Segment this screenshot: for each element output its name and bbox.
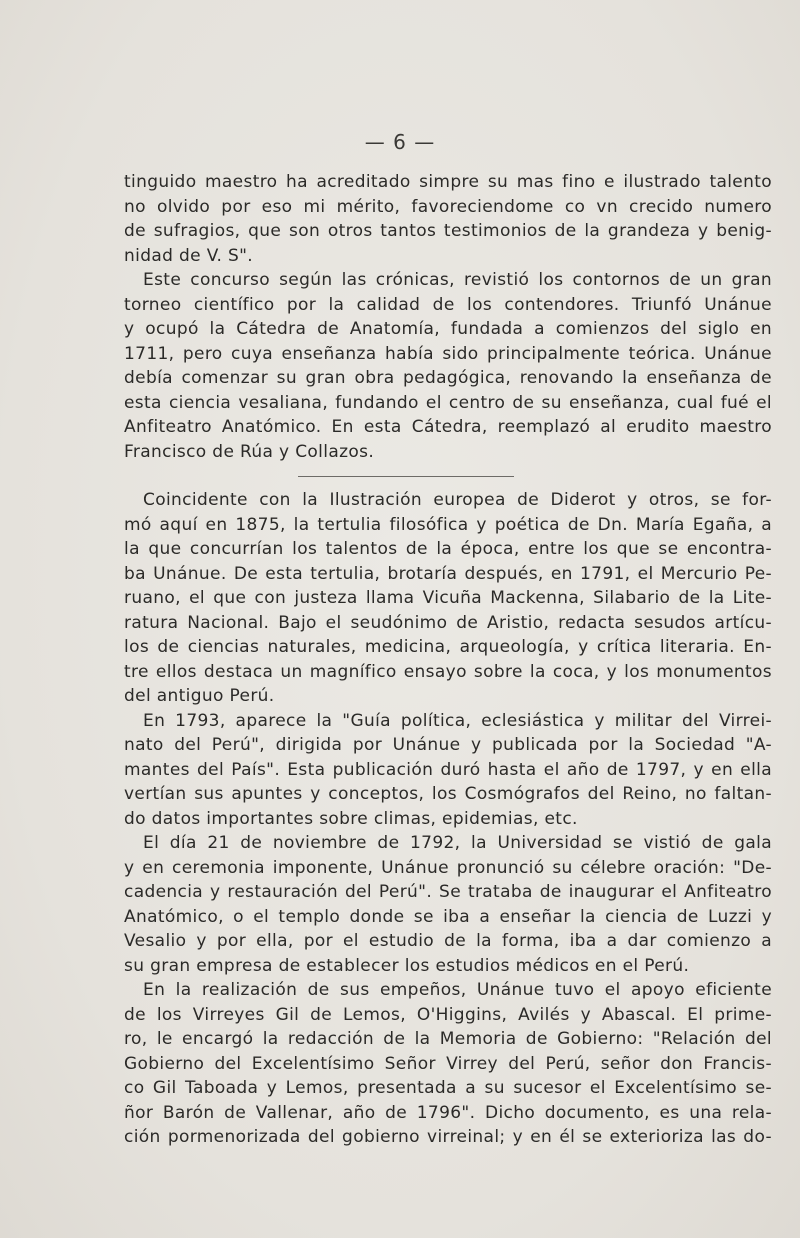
paragraph-continuation (124, 170, 772, 268)
text-line: En 1793, aparece la "Guía política, eclesiástica y militar del Virrei- (143, 710, 772, 731)
text-line: no olvido por eso mi mérito, favoreciendome co vn crecido numero (124, 196, 772, 217)
text-line: ba Unánue. De esta tertulia, brotaría después, en 1791, el Mercurio Pe- (124, 563, 772, 584)
paragraph-virreyes (124, 978, 772, 1150)
text-line: cadencia y restauración del Perú". Se trataba de inaugurar el Anfiteatro (124, 882, 772, 902)
text-line: co Gil Taboada y Lemos, presentada a su sucesor el Excelentísimo se- (124, 1078, 772, 1098)
paragraph-tertulia (124, 488, 772, 709)
section-separator (124, 464, 772, 488)
text-line: Coincidente con la Ilustración europea de Diderot y otros, se for- (143, 490, 772, 510)
text-line: tinguido maestro ha acreditado simpre su mas fino e ilustrado talento (124, 172, 772, 192)
text-line: ratura Nacional. Bajo el seudónimo de Aristio, redacta sesudos artícu- (124, 612, 772, 633)
paragraph-guia (124, 709, 772, 832)
text-line: de sufragios, que son otros tantos testimonios de la grandeza y benig- (124, 221, 772, 241)
separator-rule (298, 476, 514, 477)
text-line: Este concurso según las crónicas, revistió los contornos de un gran (143, 270, 772, 290)
text-line: mó aquí en 1875, la tertulia filosófica y poética de Dn. María Egaña, a (124, 514, 772, 535)
text-line: Anatómico, o el templo donde se iba a enseñar la ciencia de Luzzi y (124, 906, 772, 927)
text-line: nidad de V. S". (124, 245, 254, 266)
text-line: 1711, pero cuya enseñanza había sido principalmente teórica. Unánue (124, 343, 772, 364)
text-line: del antiguo Perú. (124, 686, 275, 706)
page-number: — 6 — (364, 130, 436, 154)
text-line: El día 21 de noviembre de 1792, la Universidad se vistió de gala (143, 833, 772, 853)
text-line: tre ellos destaca un magnífico ensayo sobre la coca, y los monumentos (124, 661, 772, 682)
text-line: nato del Perú", dirigida por Unánue y publicada por la Sociedad "A- (124, 735, 772, 755)
text-line: En la realización de sus empeños, Unánue tuvo el apoyo eficiente (143, 980, 772, 1000)
text-line: Francisco de Rúa y Collazos. (124, 441, 375, 462)
paragraph-concurso (124, 268, 772, 464)
text-line: torneo científico por la calidad de los contendores. Triunfó Unánue (124, 294, 772, 315)
text-line: mantes del País". Esta publicación duró hasta el año de 1797, y en ella (124, 759, 772, 780)
text-line: y en ceremonia imponente, Unánue pronunció su célebre oración: "De- (124, 857, 772, 878)
text-line: los de ciencias naturales, medicina, arqueología, y crítica literaria. En- (124, 637, 772, 657)
text-line: ro, le encargó la redacción de la Memoria de Gobierno: "Relación del (124, 1029, 772, 1049)
text-line: ruano, el que con justeza llama Vicuña Mackenna, Silabario de la Lite- (124, 588, 772, 608)
text-line: Vesalio y por ella, por el estudio de la forma, iba a dar comienzo a (124, 931, 772, 951)
text-line: ción pormenorizada del gobierno virreinal; y en él se exterioriza las do- (124, 1127, 772, 1147)
text-line: Anfiteatro Anatómico. En esta Cátedra, reemplazó al erudito maestro (124, 417, 772, 437)
text-line: ñor Barón de Vallenar, año de 1796". Dicho documento, es una rela- (124, 1102, 772, 1123)
paragraph-oracion (124, 831, 772, 978)
text-line: de los Virreyes Gil de Lemos, O'Higgins, Avilés y Abascal. El prime- (124, 1004, 772, 1025)
body-text (124, 170, 772, 1150)
text-line: y ocupó la Cátedra de Anatomía, fundada a comienzos del siglo en (124, 319, 772, 339)
text-line: la que concurrían los talentos de la época, entre los que se encontra- (124, 539, 772, 559)
text-line: su gran empresa de establecer los estudios médicos en el Perú. (124, 955, 690, 976)
text-line: debía comenzar su gran obra pedagógica, renovando la enseñanza de (124, 368, 772, 388)
text-line: Gobierno del Excelentísimo Señor Virrey del Perú, señor don Francis- (124, 1053, 772, 1074)
text-line: vertían sus apuntes y conceptos, los Cosmógrafos del Reino, no faltan- (124, 784, 772, 804)
text-line: esta ciencia vesaliana, fundando el centro de su enseñanza, cual fué el (124, 392, 772, 413)
text-line: do datos importantes sobre climas, epidemias, etc. (124, 808, 578, 829)
